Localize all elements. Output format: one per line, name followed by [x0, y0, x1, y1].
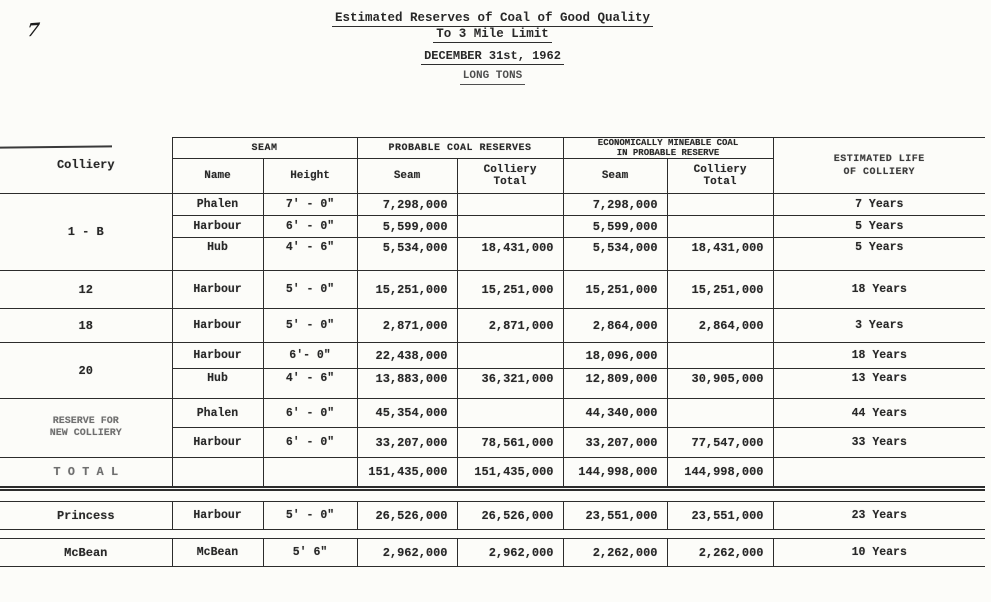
cell-colliery: Princess [0, 502, 172, 530]
cell-econ-colliery-total: 2,864,000 [667, 309, 773, 343]
header-econ-colliery-total [667, 159, 773, 194]
cell-probable-seam: 33,207,000 [357, 428, 457, 458]
cell-colliery: 12 [0, 271, 172, 309]
cell-probable-colliery-total: 36,321,000 [457, 369, 563, 399]
cell-seam-name: Harbour [172, 343, 263, 369]
units-label: LONG TONS [460, 70, 525, 85]
cell-probable-colliery-total [457, 216, 563, 238]
header-econ-seam: Seam [563, 159, 667, 194]
cell-seam-height: 4' - 6" [263, 369, 357, 399]
cell-probable-seam: 45,354,000 [357, 399, 457, 428]
cell-colliery: 1 - B [0, 194, 172, 271]
cell-estimated-life: 33 Years [773, 428, 985, 458]
cell-seam-name: Hub [172, 369, 263, 399]
header-estimated-life-of-colliery [773, 138, 985, 194]
cell-seam-height: 6' - 0" [263, 216, 357, 238]
cell-probable-colliery-total: 18,431,000 [457, 238, 563, 271]
cell-econ-seam: 7,298,000 [563, 194, 667, 216]
cell-seam-name: Phalen [172, 194, 263, 216]
cell-econ-seam: 5,534,000 [563, 238, 667, 271]
colliery-row [0, 309, 985, 343]
cell-econ-colliery-total: 15,251,000 [667, 271, 773, 309]
header-estimated-life-of-colliery-line: ESTIMATED LIFE [833, 153, 925, 165]
cell-probable-colliery-total [457, 194, 563, 216]
cell-seam-name: Harbour [172, 428, 263, 458]
colliery-row [0, 539, 985, 567]
page-number: 7 [25, 19, 41, 42]
header-econ-colliery-total-line: Colliery [693, 164, 747, 176]
cell-colliery-line: RESERVE FOR [52, 416, 119, 427]
cell-probable-colliery-total [457, 343, 563, 369]
cell-estimated-life: 3 Years [773, 309, 985, 343]
header-economically-mineable-group-line: ECONOMICALLY MINEABLE COAL [597, 138, 739, 148]
cell-seam-height: 6' - 0" [263, 399, 357, 428]
cell-seam-height: 4' - 6" [263, 238, 357, 271]
cell-estimated-life: 10 Years [773, 539, 985, 567]
standalone-colliery-table [0, 538, 985, 567]
cell-econ-seam: 23,551,000 [563, 502, 667, 530]
cell-seam-height: 5' - 0" [263, 502, 357, 530]
cell-probable-seam: 2,871,000 [357, 309, 457, 343]
cell-estimated-life: 7 Years [773, 194, 985, 216]
header-estimated-life-of-colliery-line: OF COLLIERY [843, 166, 916, 178]
cell-estimated-life [773, 458, 985, 489]
header-probable-colliery-total-line: Total [493, 176, 527, 188]
cell-seam-height: 7' - 0" [263, 194, 357, 216]
colliery-row [0, 194, 985, 216]
cell-seam-name: Harbour [172, 271, 263, 309]
cell-colliery-line: NEW COLLIERY [49, 428, 122, 439]
cell-seam-height: 5' - 0" [263, 271, 357, 309]
cell-econ-seam: 5,599,000 [563, 216, 667, 238]
cell-econ-seam: 2,262,000 [563, 539, 667, 567]
cell-econ-colliery-total [667, 399, 773, 428]
header-econ-colliery-total-line: Total [703, 176, 737, 188]
cell-estimated-life: 18 Years [773, 343, 985, 369]
cell-seam-name: Phalen [172, 399, 263, 428]
cell-seam-height [263, 458, 357, 489]
cell-estimated-life: 13 Years [773, 369, 985, 399]
colliery-row [0, 399, 985, 428]
cell-probable-colliery-total: 78,561,000 [457, 428, 563, 458]
cell-probable-seam: 15,251,000 [357, 271, 457, 309]
cell-econ-colliery-total: 30,905,000 [667, 369, 773, 399]
cell-probable-seam: 5,599,000 [357, 216, 457, 238]
cell-econ-colliery-total [667, 343, 773, 369]
colliery-row [0, 458, 985, 489]
cell-probable-seam: 2,962,000 [357, 539, 457, 567]
cell-seam-name: Hub [172, 238, 263, 271]
header-row-groups [0, 138, 985, 159]
cell-econ-colliery-total: 2,262,000 [667, 539, 773, 567]
document-subtitle: To 3 Mile Limit [433, 28, 552, 43]
cell-econ-colliery-total [667, 216, 773, 238]
header-seam-height: Height [263, 159, 357, 194]
cell-econ-colliery-total [667, 194, 773, 216]
cell-probable-seam: 7,298,000 [357, 194, 457, 216]
cell-seam-height: 5' - 0" [263, 309, 357, 343]
cell-seam-name: Harbour [172, 309, 263, 343]
cell-econ-seam: 18,096,000 [563, 343, 667, 369]
cell-seam-name: Harbour [172, 216, 263, 238]
colliery-row [0, 343, 985, 369]
header-probable-colliery-total-line: Colliery [483, 164, 537, 176]
cell-probable-colliery-total: 26,526,000 [457, 502, 563, 530]
cell-seam-name: Harbour [172, 502, 263, 530]
cell-econ-colliery-total: 144,998,000 [667, 458, 773, 489]
cell-probable-seam: 26,526,000 [357, 502, 457, 530]
cell-colliery: McBean [0, 539, 172, 567]
cell-probable-colliery-total [457, 399, 563, 428]
document-title-block [0, 12, 985, 85]
cell-estimated-life: 18 Years [773, 271, 985, 309]
cell-econ-seam: 144,998,000 [563, 458, 667, 489]
cell-probable-seam: 22,438,000 [357, 343, 457, 369]
header-economically-mineable-group [563, 138, 773, 159]
reserves-table [0, 137, 985, 491]
header-probable-coal-reserves-group: PROBABLE COAL RESERVES [357, 138, 563, 159]
cell-econ-seam: 44,340,000 [563, 399, 667, 428]
cell-probable-colliery-total: 2,962,000 [457, 539, 563, 567]
cell-econ-seam: 33,207,000 [563, 428, 667, 458]
header-economically-mineable-group-line: IN PROBABLE RESERVE [616, 148, 720, 158]
cell-probable-colliery-total: 151,435,000 [457, 458, 563, 489]
cell-econ-colliery-total: 23,551,000 [667, 502, 773, 530]
header-probable-seam: Seam [357, 159, 457, 194]
cell-probable-seam: 5,534,000 [357, 238, 457, 271]
cell-estimated-life: 44 Years [773, 399, 985, 428]
cell-probable-colliery-total: 2,871,000 [457, 309, 563, 343]
document-date: DECEMBER 31st, 1962 [421, 50, 564, 65]
cell-econ-seam: 12,809,000 [563, 369, 667, 399]
reserves-table-region [0, 137, 985, 567]
cell-seam-name [172, 458, 263, 489]
cell-seam-height: 6'- 0" [263, 343, 357, 369]
header-seam-name: Name [172, 159, 263, 194]
document-title: Estimated Reserves of Coal of Good Quality [332, 12, 653, 27]
header-colliery: Colliery [0, 138, 172, 194]
cell-econ-colliery-total: 18,431,000 [667, 238, 773, 271]
colliery-row [0, 502, 985, 530]
cell-colliery: T O T A L [0, 458, 172, 489]
cell-estimated-life: 5 Years [773, 238, 985, 271]
cell-estimated-life: 23 Years [773, 502, 985, 530]
cell-seam-name: McBean [172, 539, 263, 567]
cell-estimated-life: 5 Years [773, 216, 985, 238]
cell-colliery [0, 399, 172, 458]
standalone-colliery-table [0, 501, 985, 530]
cell-probable-seam: 13,883,000 [357, 369, 457, 399]
cell-econ-seam: 15,251,000 [563, 271, 667, 309]
cell-probable-colliery-total: 15,251,000 [457, 271, 563, 309]
cell-colliery: 18 [0, 309, 172, 343]
cell-seam-height: 6' - 0" [263, 428, 357, 458]
header-probable-colliery-total [457, 159, 563, 194]
colliery-row [0, 271, 985, 309]
cell-probable-seam: 151,435,000 [357, 458, 457, 489]
cell-econ-seam: 2,864,000 [563, 309, 667, 343]
cell-seam-height: 5' 6" [263, 539, 357, 567]
cell-econ-colliery-total: 77,547,000 [667, 428, 773, 458]
cell-colliery: 20 [0, 343, 172, 399]
header-seam-group: SEAM [172, 138, 357, 159]
